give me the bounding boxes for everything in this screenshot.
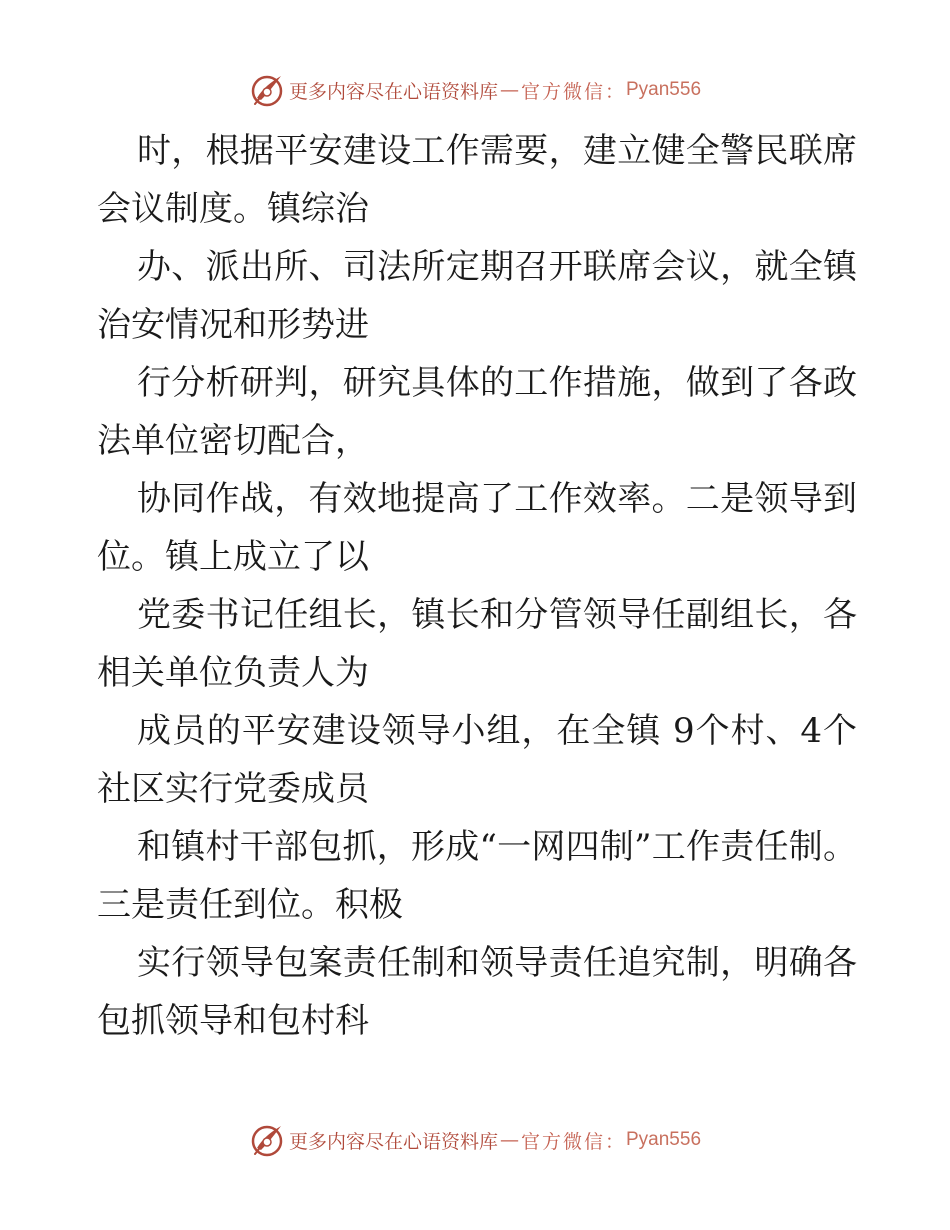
footer-banner xyxy=(0,1120,950,1160)
banner-wechat-id: Pyan556 xyxy=(626,1129,702,1150)
paragraph-8: 实行领导包案责任制和领导责任追究制，明确各包抓领导和包村科 xyxy=(97,943,857,1041)
paragraph-4: 协同作战，有效地提高了工作效率。二是领导到位。镇上成立了以 xyxy=(97,479,857,577)
quill-pen-logo-icon xyxy=(249,72,285,108)
banner-wechat-label: 官方微信： xyxy=(520,1130,626,1153)
paragraph-2: 办、派出所、司法所定期召开联席会议，就全镇治安情况和形势进 xyxy=(97,247,857,345)
header-banner xyxy=(0,70,950,110)
banner-site-text: 更多内容尽在心语资料库 xyxy=(288,80,498,103)
banner-separator: — xyxy=(499,1129,519,1151)
banner-site-text: 更多内容尽在心语资料库 xyxy=(288,1130,498,1153)
quill-pen-logo-icon xyxy=(249,1122,285,1158)
paragraph-5: 党委书记任组长，镇长和分管领导任副组长，各相关单位负责人为 xyxy=(97,595,857,693)
paragraph-1: 时，根据平安建设工作需要，建立健全警民联席会议制度。镇综治 xyxy=(97,131,857,229)
banner-separator: — xyxy=(499,79,519,101)
paragraph-3: 行分析研判，研究具体的工作措施，做到了各政法单位密切配合， xyxy=(97,363,857,461)
banner-wechat-id: Pyan556 xyxy=(626,79,702,100)
paragraph-6: 成员的平安建设领导小组，在全镇 9个村、4个社区实行党委成员 xyxy=(97,711,857,809)
document-body xyxy=(97,122,857,1050)
banner-wechat-label: 官方微信： xyxy=(520,80,626,103)
paragraph-7: 和镇村干部包抓，形成“一网四制”工作责任制。三是责任到位。积极 xyxy=(97,827,857,925)
